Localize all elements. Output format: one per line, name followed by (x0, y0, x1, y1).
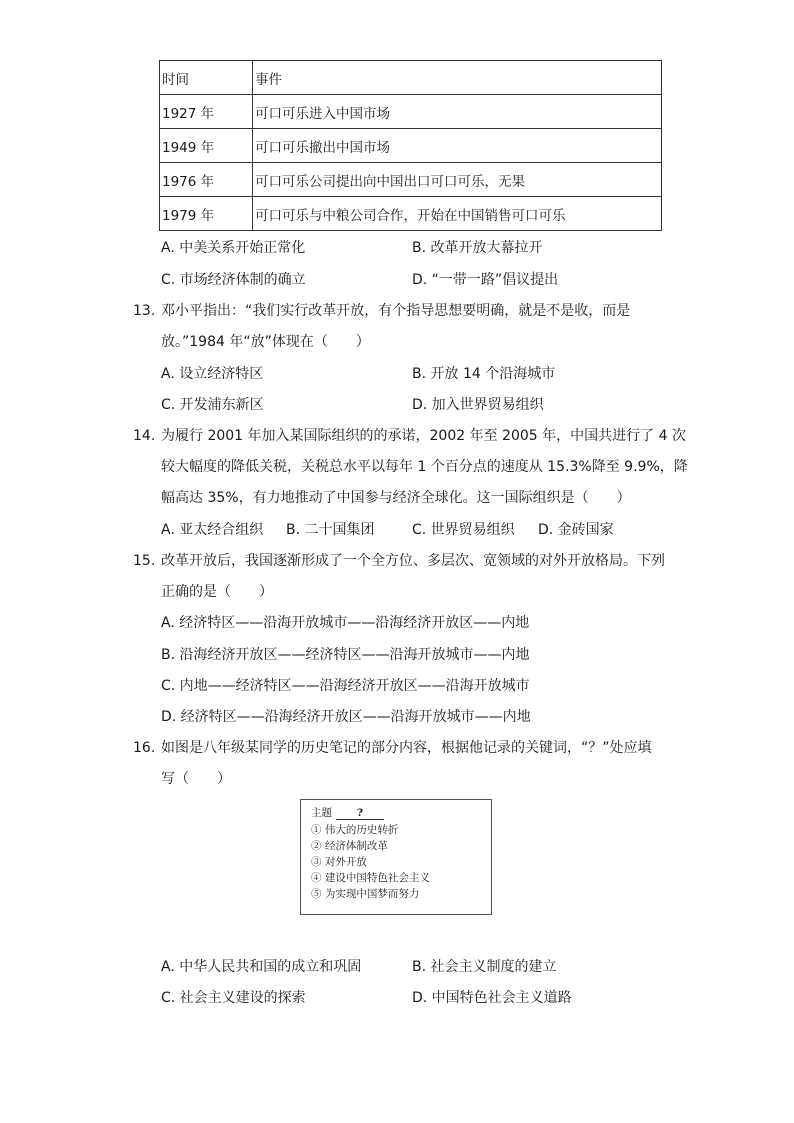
history-note-box (300, 799, 492, 915)
q16-stem-line-2: 写（ ） (161, 771, 231, 787)
q15-option-b: B. 沿海经济开放区——经济特区——沿海开放城市——内地 (161, 647, 530, 663)
q12-option-b: B. 改革开放大幕拉开 (412, 240, 543, 256)
q16-stem-line-1: 如图是八年级某同学的历史笔记的部分内容，根据他记录的关键词，“？”处应填 (161, 740, 652, 756)
q13-stem-line-1: 邓小平指出：“我们实行改革开放，有个指导思想要明确，就是不是收，而是 (161, 303, 631, 319)
q15-number: 15. (133, 553, 156, 569)
q15-stem-line-1: 改革开放后，我国逐渐形成了一个全方位、多层次、宽领域的对外开放格局。下列 (161, 553, 665, 569)
q14-stem-line-3: 幅高达 35%，有力地推动了中国参与经济全球化。这一国际组织是（ ） (161, 490, 631, 506)
table-header-row (160, 61, 662, 95)
q14-option-d: D. 金砖国家 (538, 522, 614, 538)
q16-option-b: B. 社会主义制度的建立 (412, 959, 557, 975)
note-item-1: ① 伟大的历史转折 (311, 824, 399, 836)
table-cell-year: 1979 年 (160, 197, 253, 231)
q14-option-b: B. 二十国集团 (286, 522, 375, 538)
q13-option-d: D. 加入世界贸易组织 (412, 397, 544, 413)
table-cell-year: 1976 年 (160, 163, 253, 197)
table-row (160, 163, 662, 197)
q16-option-d: D. 中国特色社会主义道路 (412, 990, 572, 1006)
table-cell-year: 1949 年 (160, 129, 253, 163)
q12-option-a: A. 中美关系开始正常化 (161, 240, 306, 256)
note-blank: ? (336, 807, 384, 820)
table-row (160, 129, 662, 163)
note-item-3: ③ 对外开放 (311, 856, 367, 868)
q12-option-d: D. “一带一路”倡议提出 (412, 272, 559, 288)
note-title-line (311, 806, 384, 820)
q14-stem-line-1: 为履行 2001 年加入某国际组织的的承诺，2002 年至 2005 年，中国共进行了 4 次 (161, 428, 686, 444)
note-item-5: ⑤ 为实现中国梦而努力 (311, 888, 420, 900)
table-cell-event: 可口可乐进入中国市场 (253, 95, 662, 129)
table-header-cell: 事件 (253, 61, 662, 95)
events-table (159, 60, 662, 231)
note-title: 主题 (311, 807, 332, 819)
q15-stem-line-2: 正确的是（ ） (161, 584, 273, 600)
table-row (160, 95, 662, 129)
note-item-2: ② 经济体制改革 (311, 840, 388, 852)
q14-stem-line-2: 较大幅度的降低关税，关税总水平以每年 1 个百分点的速度从 15.3%降至 9.9%，降 (161, 459, 688, 475)
q16-option-a: A. 中华人民共和国的成立和巩固 (161, 959, 362, 975)
q14-number: 14. (133, 428, 156, 444)
table-cell-event: 可口可乐与中粮公司合作，开始在中国销售可口可乐 (253, 197, 662, 231)
q13-option-c: C. 开发浦东新区 (161, 397, 264, 413)
q16-number: 16. (133, 740, 156, 756)
note-item-4: ④ 建设中国特色社会主义 (311, 872, 430, 884)
table-cell-event: 可口可乐公司提出向中国出口可口可乐，无果 (253, 163, 662, 197)
q13-number: 13. (133, 303, 156, 319)
q14-option-a: A. 亚太经合组织 (161, 522, 264, 538)
table-header-cell: 时间 (160, 61, 253, 95)
q13-option-a: A. 设立经济特区 (161, 366, 264, 382)
q16-option-c: C. 社会主义建设的探索 (161, 990, 306, 1006)
q12-option-c: C. 市场经济体制的确立 (161, 272, 306, 288)
q15-option-c: C. 内地——经济特区——沿海经济开放区——沿海开放城市 (161, 678, 530, 694)
table-cell-year: 1927 年 (160, 95, 253, 129)
q13-stem-line-2: 放。”1984 年“放”体现在（ ） (161, 334, 370, 350)
q15-option-d: D. 经济特区——沿海经济开放区——沿海开放城市——内地 (161, 709, 531, 725)
table-cell-event: 可口可乐撤出中国市场 (253, 129, 662, 163)
q13-option-b: B. 开放 14 个沿海城市 (412, 366, 556, 382)
q15-option-a: A. 经济特区——沿海开放城市——沿海经济开放区——内地 (161, 615, 530, 631)
q14-option-c: C. 世界贸易组织 (412, 522, 515, 538)
table-row (160, 197, 662, 231)
